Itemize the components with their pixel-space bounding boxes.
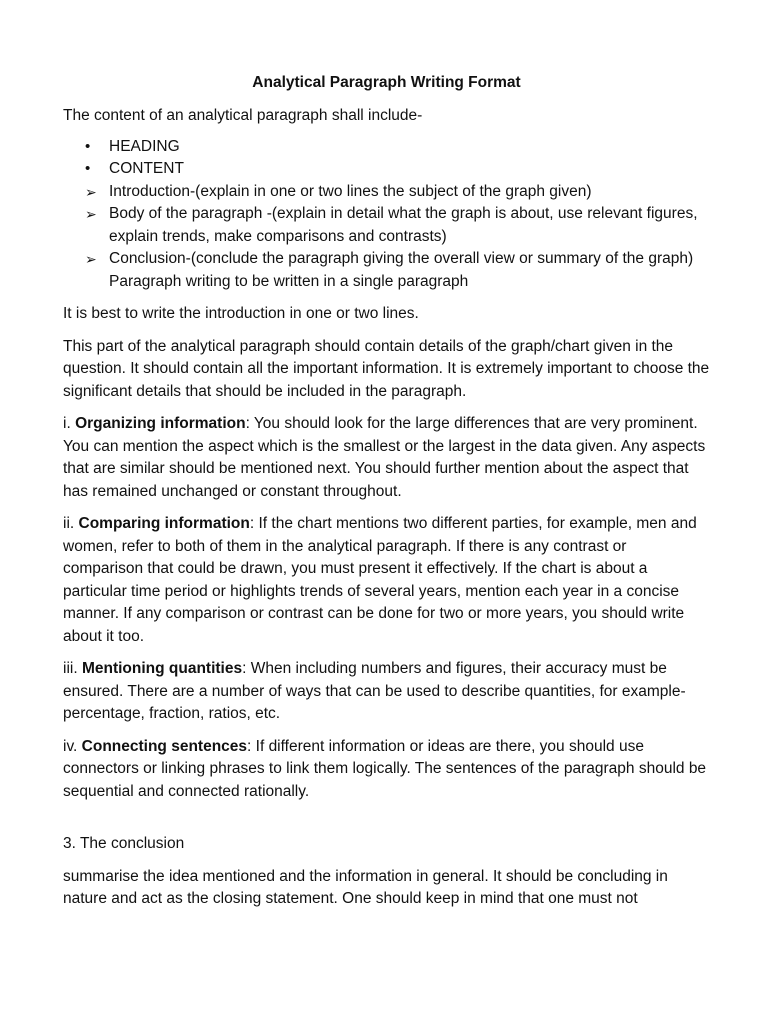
item-number: iv. [63, 737, 82, 755]
list-item-text: HEADING [109, 137, 180, 155]
spacer [63, 813, 710, 833]
item-heading: Mentioning quantities [81, 660, 243, 677]
item-text: : If different information or ideas are there, you should use connectors or linking phrases to link them logically. The sentences of the paragraph should be sequential and connected rationally. [63, 737, 707, 800]
item-organizing-information [63, 413, 710, 503]
list-item [63, 248, 710, 293]
conclusion-paragraph: summarise the idea mentioned and the information in general. It should be concluding in nature and act as the closing statement. One should keep in mind that one must not [63, 867, 668, 907]
list-item [63, 158, 710, 181]
item-number: ii. [63, 515, 79, 532]
list-item [63, 181, 710, 204]
item-heading: Organizing information [75, 415, 246, 432]
bullet-icon: • [85, 137, 91, 155]
paragraph-introduction-length: It is best to write the introduction in one or two lines. [63, 305, 419, 322]
item-mentioning-quantities [63, 658, 710, 726]
arrow-bullet-icon: ➢ [85, 206, 97, 222]
item-number: iii. [63, 660, 82, 677]
paragraph-body-details: This part of the analytical paragraph should contain details of the graph/chart given in the question. It should contain all the important information. It is extremely important to choose the significant details that should be included in the paragraph. [63, 337, 710, 400]
item-connecting-sentences [63, 736, 710, 804]
conclusion-heading: 3. The conclusion [63, 835, 185, 852]
list-item [63, 203, 710, 248]
list-item-text: Conclusion-(conclude the paragraph giving the overall view or summary of the graph) [109, 250, 694, 267]
list-item-note: Paragraph writing to be written in a single paragraph [109, 272, 469, 290]
item-text: : You should look for the large differences that are very prominent. You can mention the aspect which is the smallest or the largest in the data given. Any aspects that are similar should be mentioned next. You should further mention about the aspect that has remained unchanged or constant throughout. [63, 415, 706, 500]
item-number: i. [63, 415, 76, 432]
arrow-bullet-icon: ➢ [85, 251, 97, 267]
bullet-icon: • [85, 160, 91, 177]
item-heading: Connecting sentences [81, 737, 248, 755]
item-text: : When including numbers and figures, their accuracy must be ensured. There are a number of ways that can be used to describe quantities, for example- percentage, fraction, ratios, etc. [63, 660, 686, 722]
arrow-bullet-icon: ➢ [85, 183, 97, 200]
item-heading: Comparing information [78, 515, 250, 532]
list-item-text: Body of the paragraph -(explain in detail what the graph is about, use relevant figures, explain trends, make comparisons and contrasts) [109, 205, 698, 245]
list-item-text: Introduction-(explain in one or two lines the subject of the graph given) [109, 182, 592, 200]
page-title: Analytical Paragraph Writing Format [252, 74, 521, 91]
item-text: : If the chart mentions two different parties, for example, men and women, refer to both of them in the analytical paragraph. If there is any contrast or comparison that could be drawn, you must present it effectively. If the chart is about a particular time period or highlights trends of several years, mention each year in a concise manner. If any comparison or contrast can be done for two or more years, you should write about it too. [63, 515, 697, 645]
item-comparing-information [63, 513, 710, 648]
list-item [63, 136, 710, 159]
content-list [63, 136, 710, 294]
list-item-text: CONTENT [109, 160, 184, 177]
intro-paragraph: The content of an analytical paragraph shall include- [63, 107, 423, 124]
